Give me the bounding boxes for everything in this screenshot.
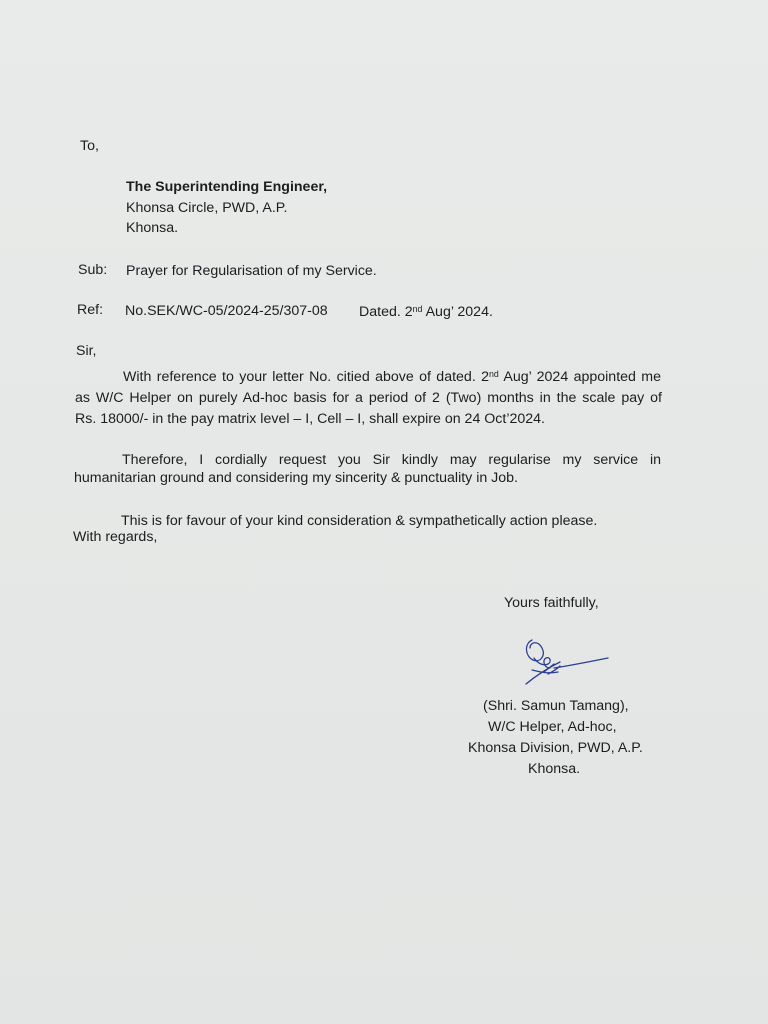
- signatory-designation: W/C Helper, Ad-hoc,: [488, 719, 617, 735]
- reference-label: Ref:: [77, 302, 104, 318]
- closing-regards: With regards,: [73, 529, 158, 545]
- recipient-place: Khonsa.: [126, 220, 179, 236]
- subject-label: Sub:: [78, 262, 108, 278]
- body-para2-line2: humanitarian ground and considering my sincerity & punctuality in Job.: [74, 470, 518, 486]
- to-label: To,: [80, 138, 99, 154]
- signatory-name: (Shri. Samun Tamang),: [483, 698, 629, 714]
- recipient-office: Khonsa Circle, PWD, A.P.: [126, 200, 288, 216]
- subject-text: Prayer for Regularisation of my Service.: [126, 263, 377, 279]
- recipient-name: The Superintending Engineer,: [126, 179, 328, 195]
- body-para3-line1: This is for favour of your kind consideration & sympathetically action please.: [121, 513, 598, 529]
- signatory-place: Khonsa.: [528, 761, 581, 777]
- reference-date: Dated. 2nd Aug’ 2024.: [359, 304, 493, 320]
- body-para1-line1: With reference to your letter No. citied above of dated. 2nd Aug’ 2024 appointed me: [123, 369, 661, 385]
- signatory-office: Khonsa Division, PWD, A.P.: [468, 740, 643, 756]
- greeting: Sir,: [76, 343, 97, 359]
- signature-image: [518, 630, 610, 690]
- yours-faithfully: Yours faithfully,: [504, 595, 599, 611]
- body-para1-line3: Rs. 18000/- in the pay matrix level – I, Cell – I, shall expire on 24 Oct’2024.: [75, 411, 546, 427]
- body-para2-line1: Therefore, I cordially request you Sir kindly may regularise my service in: [122, 452, 661, 468]
- body-para1-line2: as W/C Helper on purely Ad-hoc basis for a period of 2 (Two) months in the scale pay of: [75, 390, 662, 406]
- reference-number: No.SEK/WC-05/2024-25/307-08: [125, 303, 328, 319]
